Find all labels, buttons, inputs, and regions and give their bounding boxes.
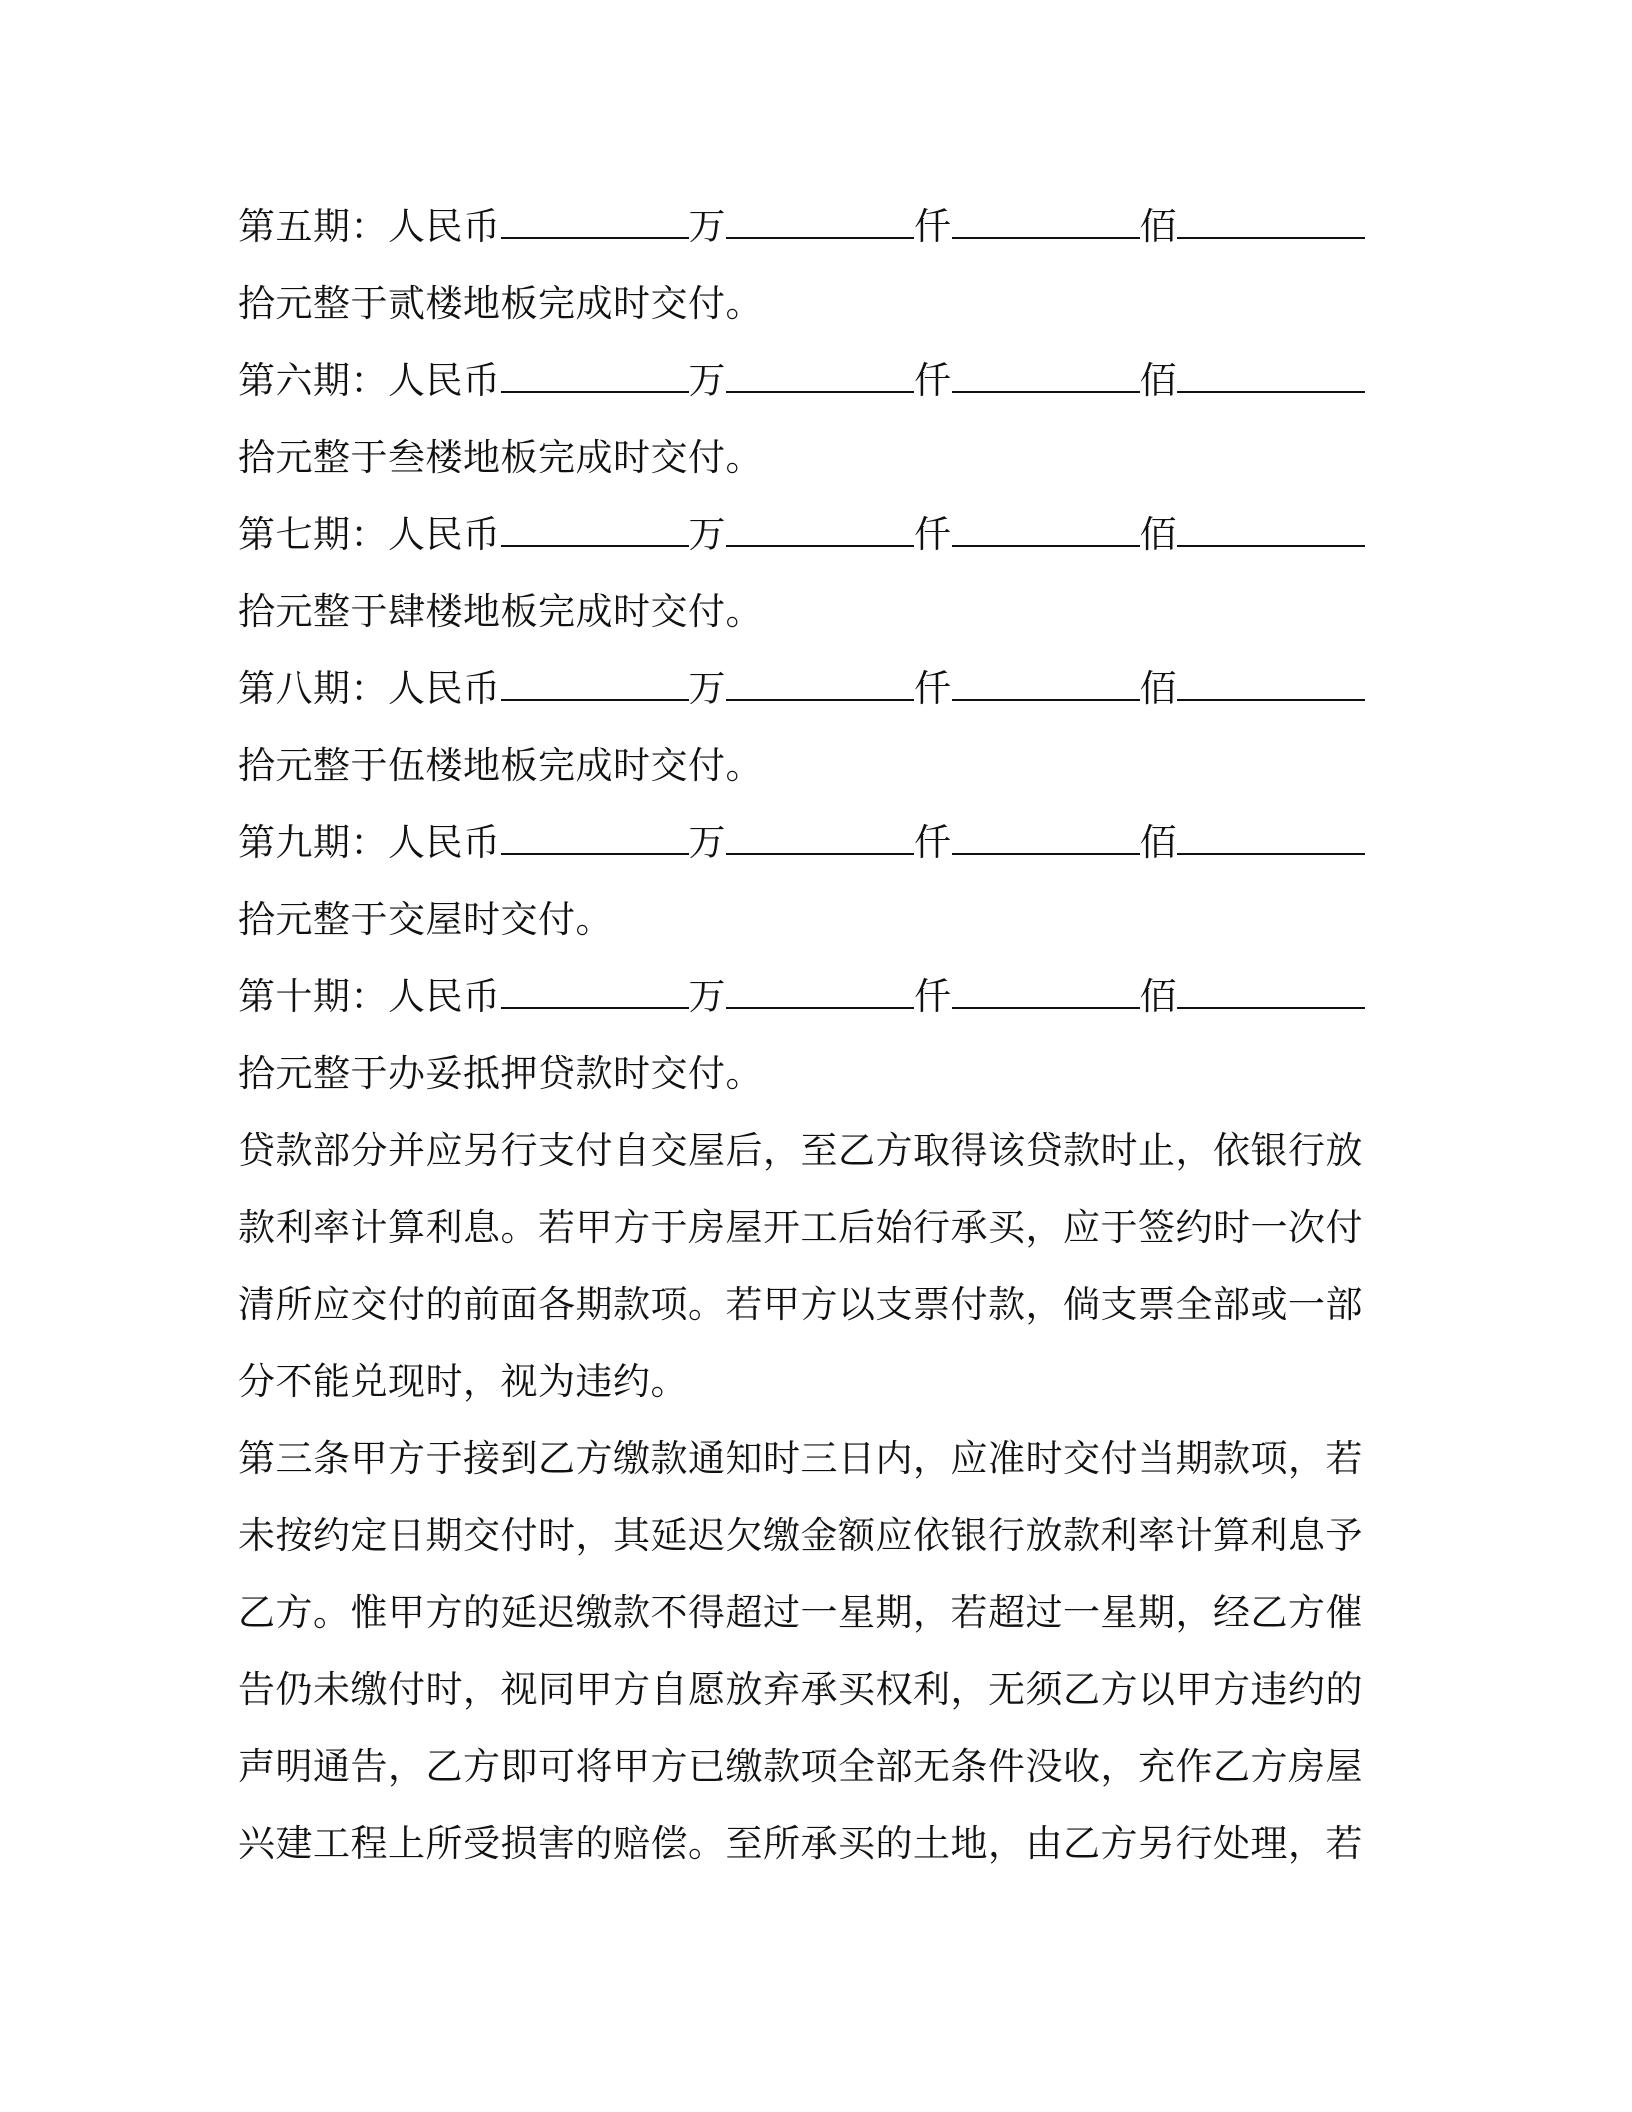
amount-blank [726,361,914,393]
amount-blank [726,669,914,701]
installment-line [238,342,1362,419]
unit-bai: 佰 [1139,821,1177,864]
installment-label: 第六期：人民币 [238,359,501,402]
amount-blank [726,977,914,1009]
amount-blank [1177,823,1365,855]
unit-bai: 佰 [1139,205,1177,248]
amount-blank [1177,669,1365,701]
installment-line [238,804,1362,881]
amount-blank [501,207,689,239]
amount-blank [952,669,1140,701]
paragraph-line: 清所应交付的前面各期款项。若甲方以支票付款，倘支票全部或一部 [238,1283,1363,1326]
amount-blank [501,823,689,855]
unit-qian: 仟 [914,513,952,556]
amount-blank [952,977,1140,1009]
amount-blank [952,515,1140,547]
amount-blank [952,823,1140,855]
amount-blank [726,207,914,239]
amount-blank [501,515,689,547]
installment-tail: 拾元整于贰楼地板完成时交付。 [238,282,763,325]
unit-wan: 万 [688,667,726,710]
installment-label: 第五期：人民币 [238,205,501,248]
installment-tail: 拾元整于肆楼地板完成时交付。 [238,590,763,633]
installment-label: 第九期：人民币 [238,821,501,864]
paragraph-line: 告仍未缴付时，视同甲方自愿放弃承买权利，无须乙方以甲方违约的 [238,1668,1363,1711]
installment-line [238,188,1362,265]
installment-tail: 拾元整于办妥抵押贷款时交付。 [238,1052,763,1095]
amount-blank [501,977,689,1009]
paragraph-line: 声明通告，乙方即可将甲方已缴款项全部无条件没收，充作乙方房屋 [238,1745,1363,1788]
installment-label: 第七期：人民币 [238,513,501,556]
installment-line [238,650,1362,727]
paragraph-line: 分不能兑现时，视为违约。 [238,1360,688,1403]
installment-label: 第八期：人民币 [238,667,501,710]
unit-wan: 万 [688,975,726,1018]
amount-blank [1177,515,1365,547]
installment-tail: 拾元整于伍楼地板完成时交付。 [238,744,763,787]
amount-blank [726,515,914,547]
amount-blank [952,207,1140,239]
installment-tail: 拾元整于叁楼地板完成时交付。 [238,436,763,479]
amount-blank [501,361,689,393]
paragraph-line: 贷款部分并应另行支付自交屋后，至乙方取得该贷款时止，依银行放 [238,1129,1363,1172]
amount-blank [952,361,1140,393]
paragraph-line: 兴建工程上所受损害的赔偿。至所承买的土地，由乙方另行处理，若 [238,1822,1363,1865]
amount-blank [1177,207,1365,239]
unit-bai: 佰 [1139,513,1177,556]
document-page [238,188,1362,1882]
unit-qian: 仟 [914,359,952,402]
unit-qian: 仟 [914,205,952,248]
paragraph-line: 款利率计算利息。若甲方于房屋开工后始行承买，应于签约时一次付 [238,1206,1363,1249]
unit-qian: 仟 [914,975,952,1018]
amount-blank [1177,977,1365,1009]
unit-qian: 仟 [914,821,952,864]
amount-blank [501,669,689,701]
unit-wan: 万 [688,513,726,556]
unit-bai: 佰 [1139,667,1177,710]
installment-line [238,496,1362,573]
paragraph-line: 乙方。惟甲方的延迟缴款不得超过一星期，若超过一星期，经乙方催 [238,1591,1363,1634]
unit-wan: 万 [688,205,726,248]
unit-bai: 佰 [1139,359,1177,402]
paragraph-line: 第三条甲方于接到乙方缴款通知时三日内，应准时交付当期款项，若 [238,1437,1363,1480]
paragraph-line: 未按约定日期交付时，其延迟欠缴金额应依银行放款利率计算利息予 [238,1514,1363,1557]
amount-blank [726,823,914,855]
installment-label: 第十期：人民币 [238,975,501,1018]
unit-bai: 佰 [1139,975,1177,1018]
unit-wan: 万 [688,821,726,864]
installment-line [238,958,1362,1035]
unit-qian: 仟 [914,667,952,710]
amount-blank [1177,361,1365,393]
installment-tail: 拾元整于交屋时交付。 [238,898,613,941]
unit-wan: 万 [688,359,726,402]
